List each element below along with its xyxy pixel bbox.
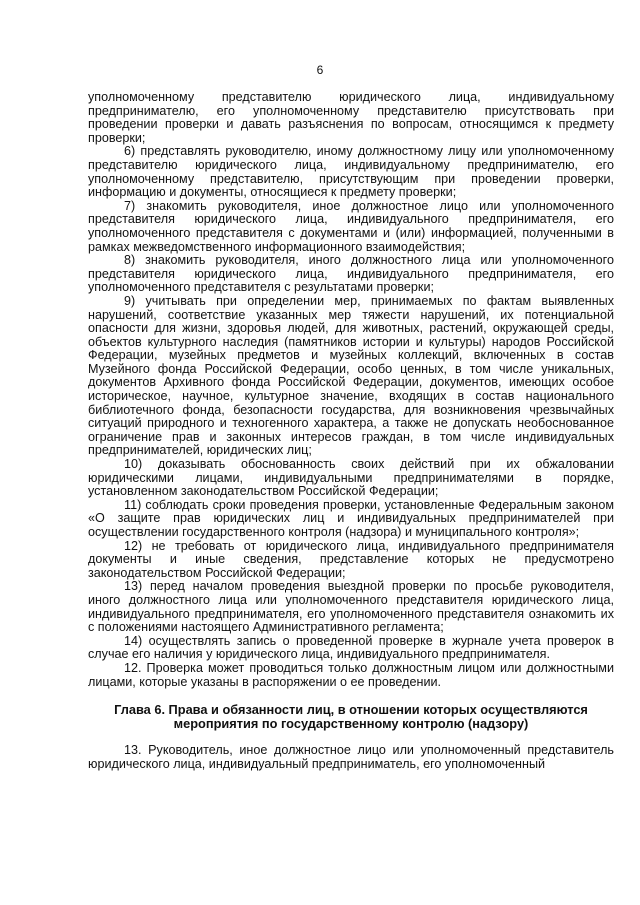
paragraph-item-12: 12) не требовать от юридического лица, индивидуального предпринимателя документы и иные сведения, представление которых не предусмотрено законодательством Российской Федерации; — [88, 538, 614, 580]
page-number: 6 — [316, 63, 324, 77]
paragraph-continuation: уполномоченному представителю юридического лица, индивидуальному предпринимателю, его уполномоченному представителю присутствовать при проведении проверки и давать разъяснения по вопросам, относящимся к предмету проверки; — [88, 90, 614, 145]
paragraph-item-6: 6) представлять руководителю, иному должностному лицу или уполномоченному представителю юридического лица, индивидуальному предпринимателю, его уполномоченному представителю, присутствующим при проведении проверки, информацию и документы, относящиеся к предмету проверки; — [88, 144, 614, 200]
paragraph-item-7: 7) знакомить руководителя, иное должностное лицо или уполномоченного представителя юридического лица, индивидуального предпринимателя, его уполномоченного представителя с документами и (или) информацией, полученными в рамках межведомственного информационного взаимодействия; — [88, 198, 614, 254]
paragraph-item-9: 9) учитывать при определении мер, принимаемых по фактам выявленных нарушений, соответствие указанных мер тяжести нарушений, их потенциальной опасности для жизни, здоровья людей, для животных, растений, окружающей среды, объектов культурного наследия (памятников истории и культуры) народов Российской Федерации, музейных предметов и музейных коллекций, включенных в состав Музейного фонда Российской Федерации, особо ценных, в том числе уникальных, документов Архивного фонда Российской Федерации, документов, имеющих особое историческое, научное, культурное значение, входящих в состав национального библиотечного фонда, безопасности государства, для возникновения чрезвычайных ситуаций природного и техногенного характера, а также не допускать необоснованное ограничение прав и законных интересов граждан, в том числе индивидуальных предпринимателей, юридических лиц; — [88, 293, 614, 458]
paragraph-item-11: 11) соблюдать сроки проведения проверки, установленные Федеральным законом «О защите прав юридических лиц и индивидуальных предпринимателей при осуществлении государственного контроля (надзора) и муниципального контроля»; — [88, 497, 614, 539]
paragraph-item-8: 8) знакомить руководителя, иного должностного лица или уполномоченного представителя юридического лица, индивидуального предпринимателя, его уполномоченного представителя с результатами проверки; — [88, 253, 614, 295]
paragraph-section-12: 12. Проверка может проводиться только должностным лицом или должностными лицами, которые указаны в распоряжении о ее проведении. — [88, 660, 614, 689]
body-text — [88, 91, 614, 771]
paragraph-item-14: 14) осуществлять запись о проведенной проверке в журнале учета проверок в случае его наличия у юридического лица, индивидуального предпринимателя. — [88, 633, 614, 662]
paragraph-item-13: 13) перед началом проведения выездной проверки по просьбе руководителя, иного должностного лица или уполномоченного представителя юридического лица, индивидуального предпринимателя, его уполномоченного представителя ознакомить их с положениями настоящего Административного регламента; — [88, 579, 614, 635]
chapter-heading: Глава 6. Права и обязанности лиц, в отношении которых осуществляются мероприятия по государственному контролю (надзору) — [114, 702, 588, 732]
paragraph-section-13: 13. Руководитель, иное должностное лицо или уполномоченный представитель юридического лица, индивидуальный предприниматель, его уполномоченный — [88, 743, 614, 771]
paragraph-item-10: 10) доказывать обоснованность своих действий при их обжаловании юридическими лицами, индивидуальными предпринимателями в порядке, установленном законодательством Российской Федерации; — [88, 457, 614, 499]
